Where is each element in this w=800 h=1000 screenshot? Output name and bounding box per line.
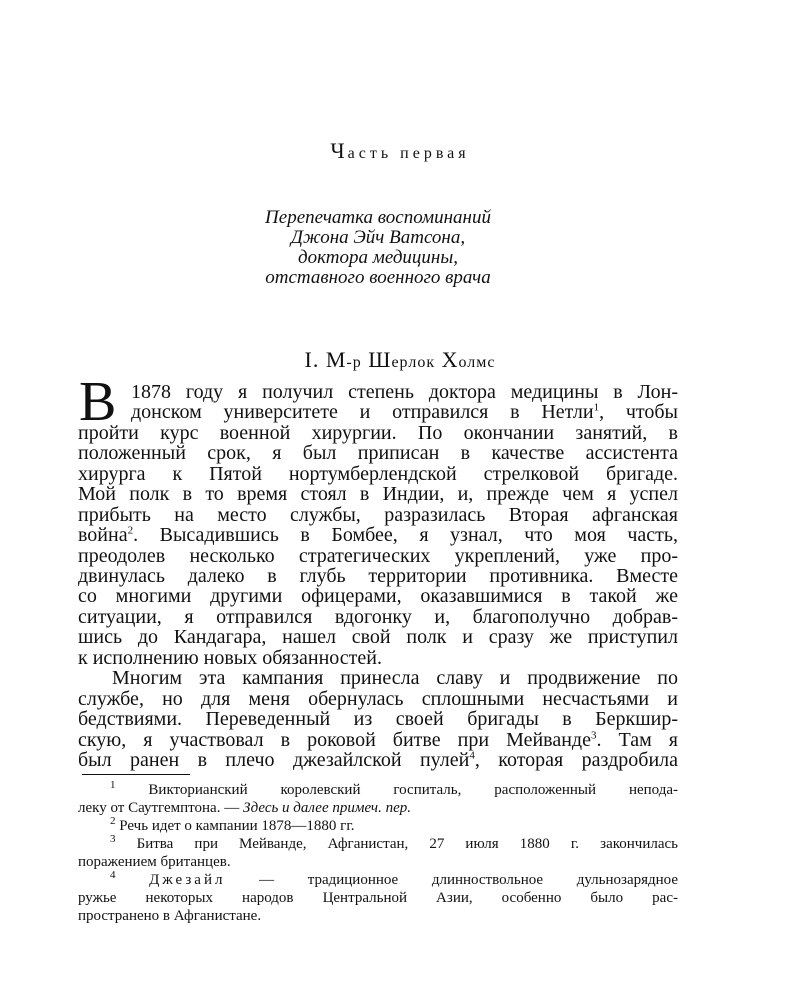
body-line: со многими другими офицерами, оказавшимися в такой же [78,585,678,607]
subtitle-line: отставного военного врача [265,267,491,288]
footnote-ref: 2 [127,524,134,537]
footnote-line: $^2$ Речь идет о кампании 1878—1880 гг. [110,815,355,834]
body-line: шись до Кандагара, нашел свой полк и сразу же приступил [78,626,678,648]
footnote-ref: 3 [591,729,597,742]
footnote-line: $^4$ Джезайл — традиционное длинноствольное дульнозарядное [110,869,679,888]
footnote-line: леку от Саутгемптона. — Здесь и далее примеч. пер. [78,800,411,816]
footnote-ref: 1 [593,401,600,414]
body-line: службе, но для меня обернулась сплошными несчастьями и [78,688,678,710]
body-line: скую, я участвовал в роковой битве при Мейванде$^3$. Там я [78,729,678,751]
subtitle-line: Перепечатка воспоминаний [265,207,491,228]
body-line: положенный срок, я был приписан в качестве ассистента [78,442,678,464]
subtitle-line: доктора медицины, [298,247,458,268]
footnote-line: поражением британцев. [78,854,231,870]
body-line: 1878 году я получил степень доктора медицины в Лон- [131,381,678,403]
footnote-divider [82,774,190,775]
footnote-ref: 4 [469,749,475,762]
body-line: хирурга к Пятой нортумберлендской стрелковой бригаде. [78,463,678,485]
footnote-line: $^1$ Викторианский королевский госпиталь, расположенный непода- [110,779,679,798]
body-line: прибыть на место службы, разразилась Вторая афганская [78,504,678,526]
body-line: преодолев несколько стратегических укреплений, уже про- [78,545,678,567]
footnote-line: $^3$ Битва при Мейванде, Афганистан, 27 июля 1880 г. закончилась [110,833,678,852]
footnote-line: пространено в Афганистане. [78,908,262,924]
body-line: был ранен в плечо джезайлской пулей$^4$, которая раздробила [78,749,678,771]
body-line: бедствиями. Переведенный из своей бригады в Беркшир- [78,708,678,730]
body-line: двинулась далеко в глубь территории противника. Вместе [78,565,678,587]
body-line: пройти курс военной хирургии. По окончании занятий, в [78,422,678,444]
body-line: ситуации, я отправился вдогонку и, благополучно добрав- [78,606,678,628]
body-line: донском университете и отправился в Нетли$^1$, чтобы [131,401,678,423]
drop-cap: В [79,371,117,433]
subtitle [0,208,756,288]
body-line: Мой полк в то время стоял в Индии, и, прежде чем я успел [78,483,678,505]
chapter-title: I. М-р Шерлок Холмс [304,347,496,372]
body-line: Многим эта кампания принесла славу и продвижение по [112,667,678,689]
body-line: война$^2$. Высадившись в Бомбее, я узнал, что моя часть, [78,524,678,546]
subtitle-line: Джона Эйч Ватсона, [290,227,466,248]
part-title: Часть первая [330,138,470,163]
body-line: к исполнению новых обязанностей. [78,647,382,669]
footnote-line: ружье некоторых народов Центральной Азии, особенно было рас- [78,890,678,906]
